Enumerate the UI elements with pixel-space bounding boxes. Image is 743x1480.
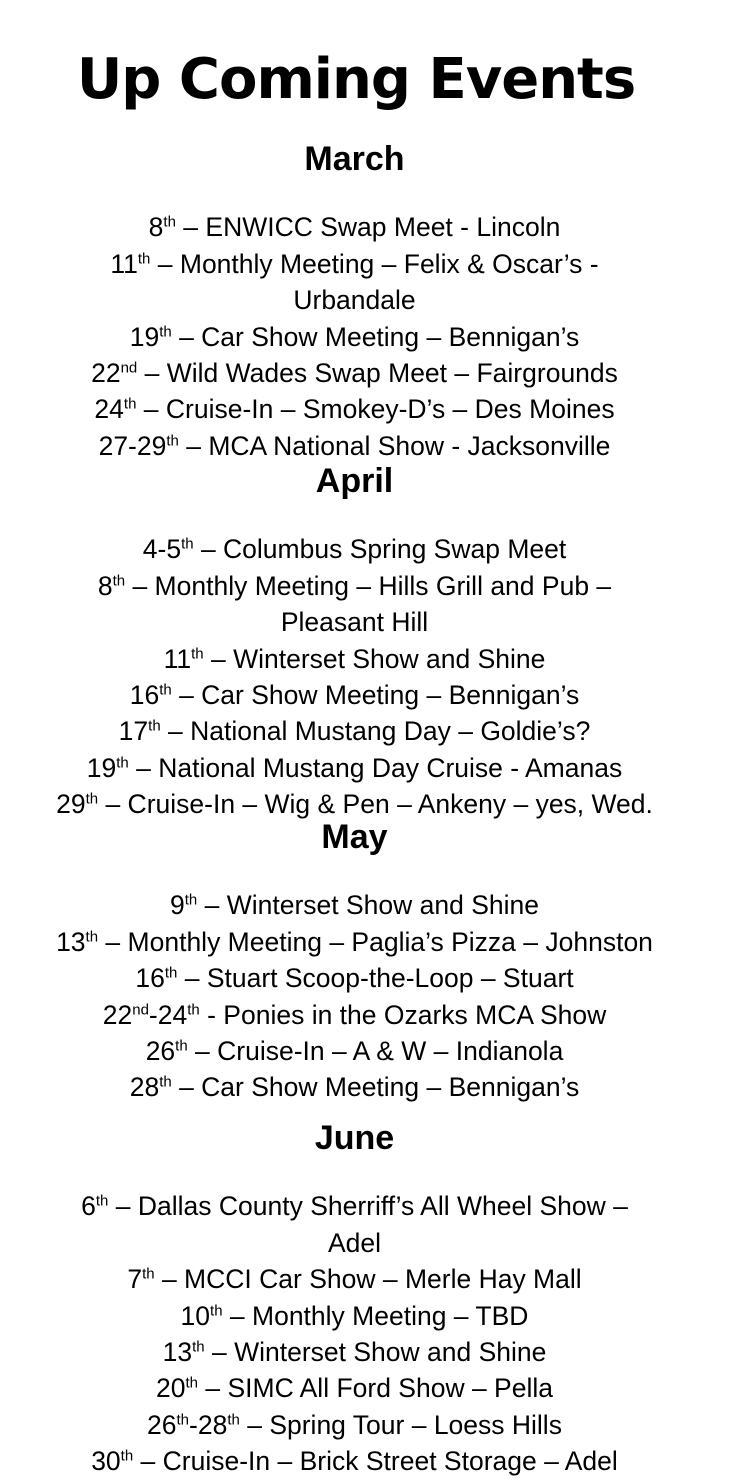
event-text: – Monthly Meeting – Paglia’s Pizza – Johnston	[98, 926, 653, 957]
ordinal-suffix: th	[164, 964, 178, 982]
event-text: – Monthly Meeting – Hills Grill and Pub –	[125, 570, 612, 601]
event-text: 11	[163, 643, 192, 674]
ordinal-suffix: th	[137, 250, 151, 268]
event-text: 9	[169, 890, 185, 921]
ordinal-suffix: nd	[132, 1001, 149, 1019]
event-line	[0, 355, 709, 391]
event-text: – Monthly Meeting – Felix & Oscar’s -	[150, 248, 599, 279]
event-text: 22	[102, 999, 133, 1030]
event-line	[0, 1188, 709, 1224]
event-line	[0, 391, 709, 427]
event-text: – MCCI Car Show – Merle Hay Mall	[154, 1264, 582, 1295]
event-line	[0, 677, 709, 713]
ordinal-suffix: th	[227, 1411, 240, 1429]
month-heading-june: June	[314, 1119, 395, 1158]
event-line	[0, 1033, 709, 1069]
event-text: – SIMC All Ford Show – Pella	[198, 1373, 553, 1404]
event-text: – Cruise-In – Brick Street Storage – Adel	[133, 1446, 618, 1477]
event-line	[0, 282, 709, 318]
ordinal-suffix: th	[185, 1375, 199, 1393]
ordinal-suffix: th	[123, 396, 137, 414]
event-text: 16	[135, 963, 165, 994]
event-text: – MCA National Show - Jacksonville	[178, 430, 611, 461]
event-line	[0, 1370, 709, 1406]
ordinal-suffix: th	[184, 892, 198, 910]
event-text: – National Mustang Day Cruise - Amanas	[128, 752, 623, 783]
event-line	[0, 713, 709, 749]
ordinal-suffix: th	[163, 214, 176, 232]
event-text: – Dallas County Sherriff’s All Wheel Show –	[108, 1191, 628, 1222]
event-text: Adel	[327, 1227, 382, 1258]
ordinal-suffix: th	[210, 1302, 223, 1320]
event-line	[0, 246, 709, 282]
event-line	[0, 604, 709, 640]
ordinal-suffix: th	[159, 323, 172, 341]
event-list-june	[0, 1188, 709, 1479]
event-text: – National Mustang Day – Goldie’s?	[160, 716, 591, 747]
event-text: – Columbus Spring Swap Meet	[193, 534, 567, 565]
ordinal-suffix: th	[112, 572, 126, 590]
event-text: 8	[148, 212, 164, 243]
month-section-april	[0, 431, 709, 823]
month-heading-march: March	[304, 140, 405, 179]
event-line	[0, 1298, 709, 1334]
event-line	[0, 568, 709, 604]
ordinal-suffix: th	[192, 1338, 205, 1356]
event-line	[0, 1443, 709, 1479]
event-list-april	[0, 531, 709, 822]
event-text: 26	[145, 1036, 176, 1067]
event-text: – Winterset Show and Shine	[197, 890, 539, 921]
ordinal-suffix: th	[120, 1447, 134, 1465]
event-text: 28	[129, 1072, 160, 1103]
event-line	[0, 1407, 709, 1443]
month-section-march	[0, 109, 709, 464]
ordinal-suffix: th	[175, 1037, 188, 1055]
event-text: – Wild Wades Swap Meet – Fairgrounds	[137, 358, 618, 389]
ordinal-suffix: th	[176, 1411, 190, 1429]
event-line	[0, 750, 709, 786]
event-text: 19	[129, 321, 160, 352]
event-text: Pleasant Hill	[280, 607, 429, 638]
event-line	[0, 887, 709, 923]
event-text: 26	[147, 1409, 177, 1440]
ordinal-suffix: th	[166, 432, 179, 450]
event-text: – Monthly Meeting – TBD	[222, 1300, 529, 1331]
event-list-march	[0, 209, 709, 464]
event-text: 13	[162, 1337, 193, 1368]
event-list-may	[0, 887, 709, 1105]
event-text: – ENWICC Swap Meet - Lincoln	[175, 212, 561, 243]
event-line	[0, 319, 709, 355]
event-text: 4-5	[142, 534, 182, 565]
event-text: 8	[97, 570, 113, 601]
event-text: 30	[91, 1446, 121, 1477]
event-text: 20	[156, 1373, 186, 1404]
event-text: - Ponies in the Ozarks MCA Show	[199, 999, 607, 1030]
month-section-june	[0, 1088, 709, 1480]
event-text: 22	[91, 358, 121, 389]
ordinal-suffix: th	[116, 754, 129, 772]
event-line	[0, 1334, 709, 1370]
event-text: – Cruise-In – Smokey-D’s – Des Moines	[136, 394, 615, 425]
event-text: -28	[189, 1409, 228, 1440]
event-text: 10	[180, 1300, 211, 1331]
month-section-may	[0, 787, 709, 1106]
ordinal-suffix: th	[191, 645, 204, 663]
ordinal-suffix: th	[85, 790, 99, 808]
event-text: 19	[86, 752, 117, 783]
ordinal-suffix: nd	[120, 359, 138, 377]
event-text: 11	[110, 248, 138, 279]
ordinal-suffix: th	[181, 536, 194, 554]
event-text: 29	[56, 789, 86, 820]
event-text: – Winterset Show and Shine	[203, 643, 546, 674]
event-text: – Car Show Meeting – Bennigan’s	[171, 680, 580, 711]
event-text: 27-29	[98, 430, 167, 461]
event-text: – Cruise-In – Wig & Pen – Ankeny – yes, Wed.	[98, 789, 653, 820]
ordinal-suffix: th	[159, 681, 172, 699]
ordinal-suffix: th	[187, 1001, 200, 1019]
event-text: – Spring Tour – Loess Hills	[239, 1409, 562, 1440]
ordinal-suffix: th	[85, 928, 99, 946]
event-text: – Winterset Show and Shine	[204, 1337, 547, 1368]
event-text: – Cruise-In – A & W – Indianola	[187, 1036, 564, 1067]
ordinal-suffix: th	[148, 718, 161, 736]
event-text: – Car Show Meeting – Bennigan’s	[171, 321, 580, 352]
page-title: Up Coming Events	[76, 46, 636, 112]
event-text: 16	[129, 680, 160, 711]
event-text: – Car Show Meeting – Bennigan’s	[171, 1072, 580, 1103]
event-text: – Stuart Scoop-the-Loop – Stuart	[177, 963, 574, 994]
event-text: -24	[148, 999, 188, 1030]
ordinal-suffix: th	[95, 1193, 109, 1211]
event-text: 17	[118, 716, 149, 747]
ordinal-suffix: th	[159, 1074, 172, 1092]
event-text: 7	[127, 1264, 143, 1295]
event-text: 13	[56, 926, 86, 957]
month-heading-may: May	[321, 818, 388, 857]
event-line	[0, 1225, 709, 1261]
ordinal-suffix: th	[142, 1265, 155, 1283]
event-line	[0, 960, 709, 996]
event-line	[0, 531, 709, 567]
month-heading-april: April	[315, 462, 394, 501]
event-line	[0, 997, 709, 1033]
event-text: 6	[81, 1191, 96, 1222]
event-line	[0, 641, 709, 677]
event-line	[0, 209, 709, 245]
event-line	[0, 924, 709, 960]
event-text: 24	[94, 394, 124, 425]
event-line	[0, 1261, 709, 1297]
event-text: Urbandale	[293, 285, 416, 316]
